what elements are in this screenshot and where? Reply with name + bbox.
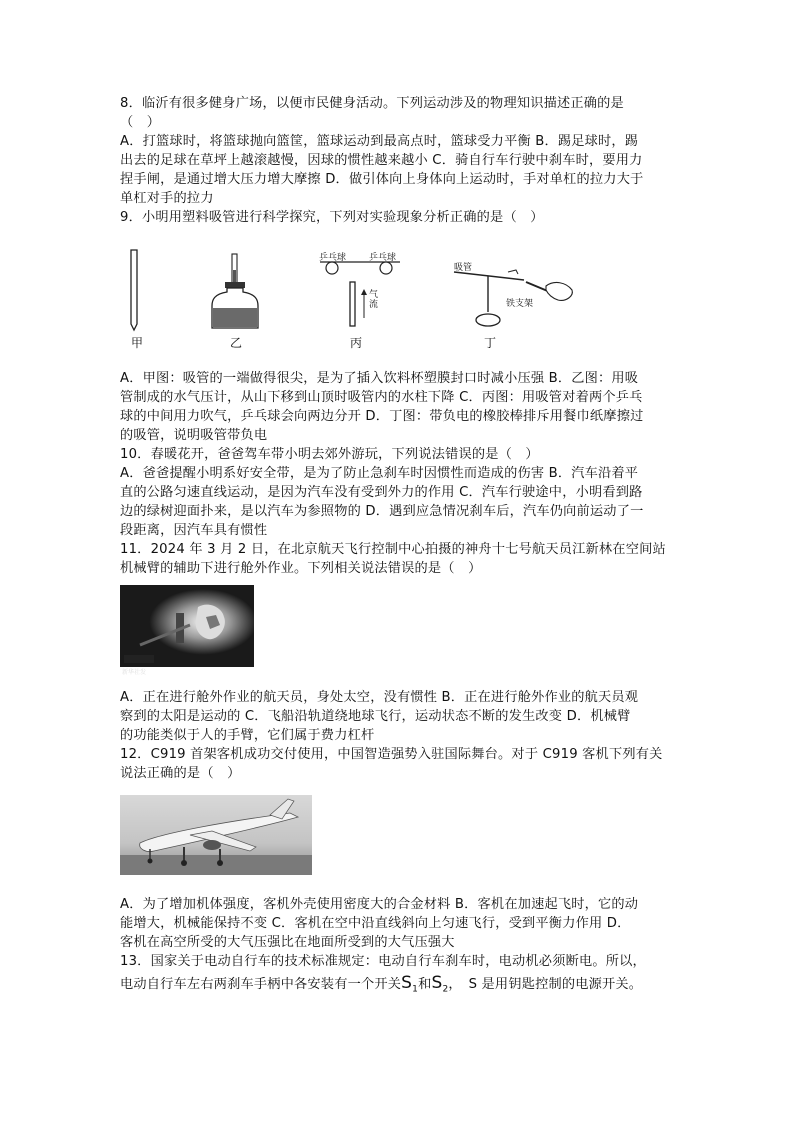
figure-caption-yi: 乙 (230, 336, 243, 350)
q9-options-line: A．甲图：吸管的一端做得很尖，是为了插入饮料杯塑膜封口时减小压强 B．乙图：用吸 (120, 371, 639, 386)
q8-options-line: 出去的足球在草坪上越滚越慢，因球的惯性越来越小 C．骑自行车行驶中刹车时，要用力 (120, 153, 643, 168)
q12-options-line: 客机在高空所受的大气压强比在地面所受到的大气压强大 (120, 935, 455, 950)
ping-pong-label-right: 乒乓球 (369, 253, 397, 263)
q11-stem: 11．2024 年 3 月 2 日，在北京航天飞行控制中心拍摄的神舟十七号航天员江新林在空间站 (120, 542, 666, 557)
q12-stem: 12．C919 首架客机成功交付使用，中国智造强势入驻国际舞台。对于 C919 客机下列有关 (120, 747, 663, 762)
q8-options-line: 捏手闸，是通过增大压力增大摩擦 D．做引体向上身体向上运动时，手对单杠的拉力大于 (120, 172, 644, 187)
figure-caption-bing: 丙 (350, 336, 363, 350)
q12-options-line: 能增大，机械能保持不变 C．客机在空中沿直线斜向上匀速飞行，受到平衡力作用 D． (120, 916, 631, 931)
q8-stem: 8．临沂有很多健身广场，以便市民健身活动。下列运动涉及的物理知识描述正确的是 (120, 96, 624, 111)
iron-stand-label: 铁支架 (506, 299, 534, 309)
q11-options-line: 的功能类似于人的手臂，它们属于费力杠杆 (120, 728, 375, 743)
q8-bracket: （ ） (120, 115, 161, 130)
q10-options-line: A．爸爸提醒小明系好安全带，是为了防止急刹车时因惯性而造成的伤害 B．汽车沿着平 (120, 466, 639, 481)
q10-options-line: 边的绿树迎面扑来，是以汽车为参照物的 D．遇到应急情况刹车后，汽车仍向前运动了一 (120, 504, 644, 519)
q11-stem: 机械臂的辅助下进行舱外作业。下列相关说法错误的是（ ） (120, 561, 482, 576)
q9-stem: 9．小明用塑料吸管进行科学探究，下列对实验现象分析正确的是（ ） (120, 210, 544, 225)
q13-stem: 13．国家关于电动自行车的技术标准规定：电动自行车刹车时，电动机必须断电。所以， (120, 954, 646, 969)
q9-options-line: 的吸管，说明吸管带负电 (120, 428, 268, 443)
barometer-figure-yi (208, 252, 262, 332)
q9-options-line: 管制成的水气压计，从山下移到山顶时吸管内的水柱下降 C．丙图：用吸管对着两个乒乓 (120, 390, 643, 405)
q12-options-line: A．为了增加机体强度，客机外壳使用密度大的合金材料 B．客机在加速起飞时，它的动 (120, 897, 639, 912)
switch-s2-subscript: 2 (442, 984, 449, 995)
q8-options-line: 单杠对手的拉力 (120, 191, 214, 206)
q13-text-a: 电动自行车左右两刹车手柄中各安装有一个开关 (120, 977, 402, 992)
q9-options-line: 球的中间用力吹气，乒乓球会向两边分开 D．丁图：带负电的橡胶棒排斥用餐巾纸摩擦过 (120, 409, 644, 424)
astronaut-photo (120, 585, 254, 667)
straw-label: 吸管 (454, 263, 473, 273)
q11-options-line: A．正在进行舱外作业的航天员，身处太空，没有惯性 B．正在进行舱外作业的航天员观 (120, 690, 639, 705)
figure-caption-ding: 丁 (484, 336, 497, 350)
q13-and: 和 (418, 977, 432, 992)
q10-options-line: 段距离，因汽车具有惯性 (120, 523, 268, 538)
q13-text-b: ， S 是用钥匙控制的电源开关。 (448, 977, 643, 992)
switch-s1-subscript: 1 (412, 984, 419, 995)
q11-options-line: 察到的太阳是运动的 C．飞船沿轨道绕地球飞行，运动状态不断的发生改变 D．机械臂 (120, 709, 631, 724)
figure-caption-jia: 甲 (131, 336, 144, 350)
q13-stem-line2 (120, 974, 642, 1000)
airflow-label: 气流 (369, 290, 379, 310)
switch-s1-symbol: S (401, 973, 413, 993)
q10-stem: 10．春暖花开，爸爸驾车带小明去郊外游玩，下列说法错误的是（ ） (120, 447, 539, 462)
q8-options-line: A．打篮球时，将篮球抛向篮筐，篮球运动到最高点时，篮球受力平衡 B．踢足球时，踢 (120, 134, 639, 149)
ping-pong-label-left: 乒乓球 (319, 253, 347, 263)
q12-stem: 说法正确的是（ ） (120, 766, 241, 781)
photo-watermark: 新华社发 (122, 669, 147, 676)
straw-figure-jia (124, 246, 150, 332)
c919-airplane-photo (120, 795, 312, 875)
switch-s2-symbol: S (431, 973, 443, 993)
q10-options-line: 直的公路匀速直线运动，是因为汽车没有受到外力的作用 C．汽车行驶途中，小明看到路 (120, 485, 643, 500)
